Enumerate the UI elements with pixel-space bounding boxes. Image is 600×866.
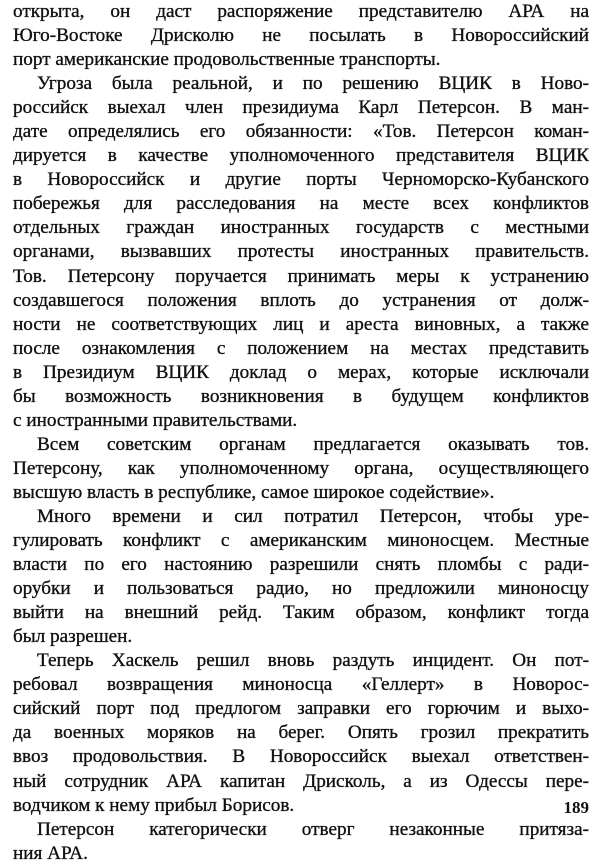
text-line: власти по его настоянию разрешили снять пломбы с ради- xyxy=(13,554,589,576)
text-line: в Новороссийск и другие порты Черноморско-Кубанского xyxy=(13,169,589,191)
text-line: органами, вызвавших протесты иностранных правительств. xyxy=(13,241,589,263)
text-line: Тов. Петерсону поручается принимать меры к устранению xyxy=(13,265,589,287)
text-line: побережья для расследования на месте всех конфликтов xyxy=(13,193,589,215)
paragraph xyxy=(13,433,589,505)
text-line: Петерсон категорически отверг незаконные притяза- xyxy=(37,818,589,840)
text-line: ввоз продовольствия. В Новороссийск выехал ответствен- xyxy=(13,746,589,768)
page-text-column xyxy=(13,0,589,864)
text-line: дируется в качестве уполномоченного представителя ВЦИК xyxy=(13,145,589,167)
text-line: ния АРА. xyxy=(13,842,88,864)
body-text xyxy=(13,0,589,866)
text-line: гулировать конфликт с американским миноносцем. Местные xyxy=(13,530,589,552)
text-line: сийский порт под предлогом заправки его горючим и выхо- xyxy=(13,698,589,720)
text-line: да военных моряков на берег. Опять грозил прекратить xyxy=(13,722,589,744)
text-line: орубки и пользоваться радио, но предложили миноносцу xyxy=(13,578,589,600)
text-line: Угроза была реальной, и по решению ВЦИК в Ново- xyxy=(37,73,589,95)
text-line: дате определялись его обязанности: «Тов. Петерсон коман- xyxy=(13,121,589,143)
text-line: открыта, он даст распоряжение представителю АРА на xyxy=(13,1,589,22)
paragraph xyxy=(13,0,589,72)
text-line: ный сотрудник АРА капитан Дрисколь, а из Одессы пере- xyxy=(13,770,589,792)
text-line: Теперь Хаскель решил вновь раздуть инцидент. Он пот- xyxy=(37,650,589,672)
text-line: ребовал возвращения миноносца «Геллерт» в Новорос- xyxy=(13,674,589,696)
text-line: был разрешен. xyxy=(13,626,133,648)
text-line: создавшегося положения вплоть до устранения от долж- xyxy=(13,289,589,311)
text-line: с иностранными правительствами. xyxy=(13,409,298,431)
text-line: российск выехал член президиума Карл Петерсон. В ман- xyxy=(13,97,589,119)
text-line: ности не соответствующих лиц и ареста виновных, а также xyxy=(13,313,589,335)
text-line: Юго-Востоке Дрисколю не посылать в Новороссийский xyxy=(13,25,589,47)
text-line: Петерсону, как уполномоченному органа, осуществляющего xyxy=(13,457,589,479)
text-line: в Президиум ВЦИК доклад о мерах, которые исключали xyxy=(13,361,589,383)
paragraph xyxy=(13,649,589,817)
paragraph xyxy=(13,72,589,433)
text-line: отдельных граждан иностранных государств с местными xyxy=(13,217,589,239)
paragraph xyxy=(13,505,589,649)
text-line: Всем советским органам предлагается оказывать тов. xyxy=(37,433,589,455)
text-line: порт американские продовольственные транспорты. xyxy=(13,49,441,71)
text-line: высшую власть в республике, самое широкое содействие». xyxy=(13,481,495,503)
paragraph xyxy=(13,818,589,866)
page-number: 189 xyxy=(563,798,589,817)
text-line: Много времени и сил потратил Петерсон, чтобы уре- xyxy=(37,505,589,527)
text-line: водчиком к нему прибыл Борисов. xyxy=(13,794,295,816)
text-line: бы возможность возникновения в будущем конфликтов xyxy=(13,385,589,407)
text-line: после ознакомления с положением на местах представить xyxy=(13,337,589,359)
text-line: выйти на внешний рейд. Таким образом, конфликт тогда xyxy=(13,602,589,624)
